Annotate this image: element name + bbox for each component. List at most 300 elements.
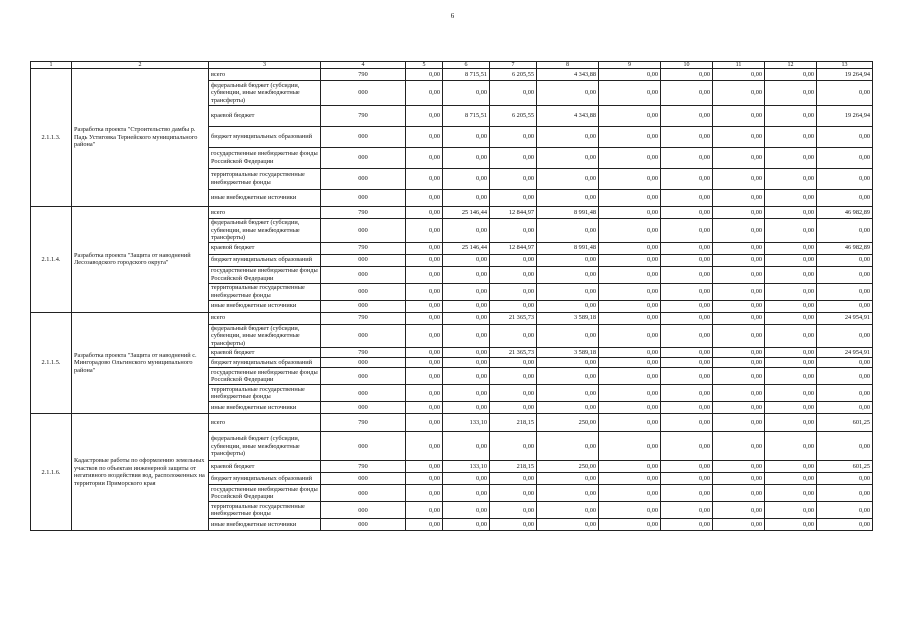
- amount-cell: 0,00: [765, 473, 817, 485]
- amount-cell: 0,00: [490, 432, 537, 461]
- item-name: Разработка проекта "Строительство дамбы р. Падь Устиговка Тернейского муниципального района": [72, 69, 209, 207]
- amount-cell: 0,00: [661, 485, 713, 502]
- amount-cell: 0,00: [490, 519, 537, 531]
- amount-cell: 0,00: [599, 266, 661, 283]
- funding-source: территориальные государственные внебюджетные фонды: [209, 502, 321, 519]
- amount-cell: 0,00: [443, 283, 490, 300]
- funding-source: всего: [209, 312, 321, 324]
- amount-cell: 250,00: [537, 461, 599, 473]
- amount-cell: 0,00: [661, 348, 713, 358]
- budget-code: 000: [321, 190, 406, 207]
- amount-cell: 25 146,44: [443, 242, 490, 254]
- amount-cell: 46 982,89: [817, 242, 873, 254]
- amount-cell: 133,10: [443, 414, 490, 432]
- amount-cell: 0,00: [599, 432, 661, 461]
- amount-cell: 8 715,51: [443, 69, 490, 81]
- amount-cell: 0,00: [765, 324, 817, 348]
- amount-cell: 0,00: [490, 358, 537, 368]
- budget-code: 000: [321, 266, 406, 283]
- amount-cell: 0,00: [537, 190, 599, 207]
- budget-code: 000: [321, 402, 406, 414]
- amount-cell: 0,00: [406, 283, 443, 300]
- amount-cell: 0,00: [490, 266, 537, 283]
- amount-cell: 0,00: [713, 81, 765, 106]
- amount-cell: 0,00: [661, 106, 713, 127]
- amount-cell: 0,00: [599, 106, 661, 127]
- amount-cell: 0,00: [406, 368, 443, 385]
- amount-cell: 0,00: [406, 432, 443, 461]
- amount-cell: 0,00: [490, 190, 537, 207]
- column-header: 6: [443, 62, 490, 69]
- budget-code: 000: [321, 169, 406, 190]
- amount-cell: 0,00: [443, 368, 490, 385]
- amount-cell: 46 982,89: [817, 207, 873, 219]
- amount-cell: 3 589,18: [537, 312, 599, 324]
- amount-cell: 0,00: [490, 368, 537, 385]
- funding-source: всего: [209, 69, 321, 81]
- funding-source: государственные внебюджетные фонды Российской Федерации: [209, 485, 321, 502]
- amount-cell: 0,00: [661, 148, 713, 169]
- budget-code: 000: [321, 300, 406, 312]
- amount-cell: 0,00: [661, 69, 713, 81]
- column-header: 3: [209, 62, 321, 69]
- amount-cell: 133,10: [443, 461, 490, 473]
- amount-cell: 0,00: [490, 502, 537, 519]
- amount-cell: 0,00: [490, 324, 537, 348]
- budget-code: 790: [321, 69, 406, 81]
- amount-cell: 0,00: [490, 81, 537, 106]
- amount-cell: 0,00: [817, 473, 873, 485]
- amount-cell: 0,00: [599, 254, 661, 266]
- amount-cell: 0,00: [817, 127, 873, 148]
- amount-cell: 0,00: [713, 348, 765, 358]
- budget-code: 790: [321, 207, 406, 219]
- budget-code: 790: [321, 106, 406, 127]
- amount-cell: 0,00: [406, 81, 443, 106]
- amount-cell: 0,00: [765, 283, 817, 300]
- amount-cell: 8 715,51: [443, 106, 490, 127]
- amount-cell: 0,00: [713, 414, 765, 432]
- amount-cell: 0,00: [713, 312, 765, 324]
- amount-cell: 0,00: [765, 169, 817, 190]
- amount-cell: 0,00: [817, 283, 873, 300]
- amount-cell: 0,00: [490, 385, 537, 402]
- amount-cell: 0,00: [443, 254, 490, 266]
- budget-code: 000: [321, 254, 406, 266]
- item-code: 2.1.1.3.: [31, 69, 72, 207]
- amount-cell: 0,00: [765, 242, 817, 254]
- funding-source: бюджет муниципальных образований: [209, 127, 321, 148]
- amount-cell: 25 146,44: [443, 207, 490, 219]
- amount-cell: 4 343,88: [537, 69, 599, 81]
- amount-cell: 0,00: [817, 300, 873, 312]
- amount-cell: 4 343,88: [537, 106, 599, 127]
- funding-source: краевой бюджет: [209, 106, 321, 127]
- amount-cell: 0,00: [599, 148, 661, 169]
- amount-cell: 0,00: [490, 283, 537, 300]
- amount-cell: 0,00: [406, 254, 443, 266]
- amount-cell: 0,00: [443, 127, 490, 148]
- amount-cell: 0,00: [599, 69, 661, 81]
- amount-cell: 0,00: [713, 502, 765, 519]
- amount-cell: 0,00: [490, 473, 537, 485]
- amount-cell: 0,00: [537, 127, 599, 148]
- amount-cell: 0,00: [537, 473, 599, 485]
- amount-cell: 0,00: [443, 402, 490, 414]
- amount-cell: 601,25: [817, 461, 873, 473]
- amount-cell: 0,00: [713, 106, 765, 127]
- amount-cell: 0,00: [765, 358, 817, 368]
- amount-cell: 0,00: [713, 69, 765, 81]
- budget-code: 000: [321, 519, 406, 531]
- amount-cell: 0,00: [661, 81, 713, 106]
- amount-cell: 0,00: [713, 485, 765, 502]
- amount-cell: 19 264,94: [817, 106, 873, 127]
- funding-source: бюджет муниципальных образований: [209, 473, 321, 485]
- item-code: 2.1.1.4.: [31, 207, 72, 313]
- funding-source: краевой бюджет: [209, 242, 321, 254]
- amount-cell: 0,00: [443, 348, 490, 358]
- amount-cell: 0,00: [817, 368, 873, 385]
- amount-cell: 0,00: [765, 485, 817, 502]
- column-header: 12: [765, 62, 817, 69]
- funding-source: государственные внебюджетные фонды Российской Федерации: [209, 266, 321, 283]
- budget-code: 000: [321, 485, 406, 502]
- amount-cell: 0,00: [765, 348, 817, 358]
- amount-cell: 0,00: [661, 283, 713, 300]
- amount-cell: 0,00: [661, 127, 713, 148]
- budget-code: 000: [321, 81, 406, 106]
- amount-cell: 0,00: [661, 219, 713, 243]
- budget-code: 790: [321, 242, 406, 254]
- amount-cell: 0,00: [406, 69, 443, 81]
- amount-cell: 0,00: [443, 473, 490, 485]
- amount-cell: 0,00: [765, 432, 817, 461]
- budget-code: 790: [321, 348, 406, 358]
- amount-cell: 0,00: [406, 266, 443, 283]
- budget-code: 000: [321, 283, 406, 300]
- budget-code: 000: [321, 502, 406, 519]
- amount-cell: 0,00: [406, 219, 443, 243]
- amount-cell: 0,00: [599, 81, 661, 106]
- amount-cell: 0,00: [599, 219, 661, 243]
- amount-cell: 0,00: [817, 169, 873, 190]
- amount-cell: 0,00: [406, 461, 443, 473]
- amount-cell: 0,00: [713, 148, 765, 169]
- amount-cell: 0,00: [490, 169, 537, 190]
- amount-cell: 0,00: [599, 324, 661, 348]
- amount-cell: 0,00: [817, 148, 873, 169]
- column-header: 11: [713, 62, 765, 69]
- amount-cell: 0,00: [490, 300, 537, 312]
- amount-cell: 0,00: [817, 190, 873, 207]
- amount-cell: 0,00: [490, 127, 537, 148]
- amount-cell: 0,00: [661, 169, 713, 190]
- budget-code: 000: [321, 127, 406, 148]
- funding-source: иные внебюджетные источники: [209, 402, 321, 414]
- amount-cell: 0,00: [537, 266, 599, 283]
- amount-cell: 0,00: [406, 148, 443, 169]
- amount-cell: 0,00: [443, 502, 490, 519]
- amount-cell: 0,00: [765, 219, 817, 243]
- amount-cell: 0,00: [443, 385, 490, 402]
- amount-cell: 6 205,55: [490, 69, 537, 81]
- funding-source: всего: [209, 414, 321, 432]
- amount-cell: 0,00: [599, 414, 661, 432]
- amount-cell: 0,00: [406, 519, 443, 531]
- amount-cell: 0,00: [537, 519, 599, 531]
- amount-cell: 0,00: [406, 348, 443, 358]
- amount-cell: 0,00: [599, 127, 661, 148]
- amount-cell: 0,00: [713, 283, 765, 300]
- amount-cell: 0,00: [599, 385, 661, 402]
- funding-source: федеральный бюджет (субсидии, субвенции, иные межбюджетные трансферты): [209, 219, 321, 243]
- budget-code: 000: [321, 368, 406, 385]
- amount-cell: 0,00: [713, 207, 765, 219]
- amount-cell: 0,00: [537, 324, 599, 348]
- amount-cell: 21 365,73: [490, 348, 537, 358]
- amount-cell: 0,00: [599, 207, 661, 219]
- amount-cell: 0,00: [490, 219, 537, 243]
- budget-code: 000: [321, 358, 406, 368]
- funding-source: федеральный бюджет (субсидии, субвенции, иные межбюджетные трансферты): [209, 81, 321, 106]
- amount-cell: 0,00: [817, 219, 873, 243]
- amount-cell: 0,00: [443, 266, 490, 283]
- amount-cell: 0,00: [443, 300, 490, 312]
- amount-cell: 6 205,55: [490, 106, 537, 127]
- amount-cell: 0,00: [443, 485, 490, 502]
- amount-cell: 0,00: [490, 402, 537, 414]
- funding-source: иные внебюджетные источники: [209, 519, 321, 531]
- amount-cell: 0,00: [713, 385, 765, 402]
- amount-cell: 0,00: [765, 414, 817, 432]
- amount-cell: 0,00: [443, 324, 490, 348]
- amount-cell: 0,00: [443, 519, 490, 531]
- amount-cell: 0,00: [661, 502, 713, 519]
- amount-cell: 0,00: [765, 190, 817, 207]
- amount-cell: 0,00: [406, 502, 443, 519]
- amount-cell: 0,00: [661, 207, 713, 219]
- item-code: 2.1.1.6.: [31, 414, 72, 531]
- amount-cell: 0,00: [765, 254, 817, 266]
- amount-cell: 0,00: [537, 432, 599, 461]
- amount-cell: 0,00: [599, 300, 661, 312]
- amount-cell: 0,00: [817, 519, 873, 531]
- amount-cell: 0,00: [817, 432, 873, 461]
- amount-cell: 24 954,91: [817, 312, 873, 324]
- funding-source: территориальные государственные внебюджетные фонды: [209, 283, 321, 300]
- amount-cell: 0,00: [713, 300, 765, 312]
- amount-cell: 0,00: [661, 473, 713, 485]
- amount-cell: 0,00: [537, 169, 599, 190]
- amount-cell: 250,00: [537, 414, 599, 432]
- amount-cell: 0,00: [765, 461, 817, 473]
- amount-cell: 0,00: [537, 368, 599, 385]
- column-header: 10: [661, 62, 713, 69]
- amount-cell: 0,00: [817, 502, 873, 519]
- funding-source: территориальные государственные внебюджетные фонды: [209, 169, 321, 190]
- funding-source: краевой бюджет: [209, 348, 321, 358]
- amount-cell: 0,00: [713, 461, 765, 473]
- amount-cell: 0,00: [599, 312, 661, 324]
- amount-cell: 0,00: [713, 190, 765, 207]
- amount-cell: 0,00: [713, 324, 765, 348]
- amount-cell: 0,00: [713, 169, 765, 190]
- amount-cell: 0,00: [537, 219, 599, 243]
- amount-cell: 0,00: [661, 266, 713, 283]
- amount-cell: 0,00: [443, 169, 490, 190]
- amount-cell: 0,00: [661, 254, 713, 266]
- amount-cell: 0,00: [817, 266, 873, 283]
- amount-cell: 0,00: [406, 190, 443, 207]
- table-row: [31, 312, 873, 324]
- amount-cell: 0,00: [537, 485, 599, 502]
- amount-cell: 12 844,97: [490, 242, 537, 254]
- column-header: 5: [406, 62, 443, 69]
- amount-cell: 0,00: [765, 368, 817, 385]
- table-row: [31, 207, 873, 219]
- amount-cell: 0,00: [661, 368, 713, 385]
- amount-cell: 0,00: [406, 385, 443, 402]
- amount-cell: 0,00: [817, 385, 873, 402]
- amount-cell: 0,00: [661, 300, 713, 312]
- funding-source: государственные внебюджетные фонды Российской Федерации: [209, 148, 321, 169]
- amount-cell: 0,00: [661, 402, 713, 414]
- amount-cell: 0,00: [599, 283, 661, 300]
- amount-cell: 0,00: [765, 519, 817, 531]
- item-code: 2.1.1.5.: [31, 312, 72, 414]
- amount-cell: 0,00: [537, 385, 599, 402]
- amount-cell: 0,00: [599, 358, 661, 368]
- budget-code: 000: [321, 324, 406, 348]
- amount-cell: 601,25: [817, 414, 873, 432]
- amount-cell: 0,00: [537, 254, 599, 266]
- amount-cell: 0,00: [537, 358, 599, 368]
- column-header: 1: [31, 62, 72, 69]
- amount-cell: 0,00: [765, 127, 817, 148]
- amount-cell: 0,00: [406, 300, 443, 312]
- amount-cell: 0,00: [537, 300, 599, 312]
- funding-source: бюджет муниципальных образований: [209, 254, 321, 266]
- column-header: 9: [599, 62, 661, 69]
- funding-source: всего: [209, 207, 321, 219]
- amount-cell: 0,00: [713, 432, 765, 461]
- amount-cell: 0,00: [713, 242, 765, 254]
- amount-cell: 0,00: [817, 324, 873, 348]
- amount-cell: 0,00: [599, 473, 661, 485]
- amount-cell: 0,00: [406, 127, 443, 148]
- amount-cell: 0,00: [443, 312, 490, 324]
- amount-cell: 19 264,94: [817, 69, 873, 81]
- amount-cell: 0,00: [765, 266, 817, 283]
- amount-cell: 0,00: [406, 312, 443, 324]
- amount-cell: 0,00: [713, 473, 765, 485]
- budget-code: 000: [321, 385, 406, 402]
- item-name: Кадастровые работы по оформлению земельных участков по объектам инженерной защиты от негативного воздействия вод, расположенных на территории Приморского края: [72, 414, 209, 531]
- amount-cell: 0,00: [599, 519, 661, 531]
- amount-cell: 0,00: [406, 242, 443, 254]
- amount-cell: 24 954,91: [817, 348, 873, 358]
- amount-cell: 0,00: [443, 148, 490, 169]
- amount-cell: 21 365,73: [490, 312, 537, 324]
- amount-cell: 0,00: [443, 358, 490, 368]
- column-header: 2: [72, 62, 209, 69]
- amount-cell: 0,00: [406, 485, 443, 502]
- budget-code: 000: [321, 473, 406, 485]
- amount-cell: 0,00: [490, 148, 537, 169]
- amount-cell: 8 991,48: [537, 242, 599, 254]
- amount-cell: 3 589,18: [537, 348, 599, 358]
- amount-cell: 0,00: [490, 254, 537, 266]
- amount-cell: 0,00: [713, 402, 765, 414]
- amount-cell: 0,00: [713, 358, 765, 368]
- amount-cell: 0,00: [490, 485, 537, 502]
- funding-source: государственные внебюджетные фонды Российской Федерации: [209, 368, 321, 385]
- funding-source: федеральный бюджет (субсидии, субвенции, иные межбюджетные трансферты): [209, 324, 321, 348]
- amount-cell: 0,00: [765, 502, 817, 519]
- amount-cell: 0,00: [661, 190, 713, 207]
- amount-cell: 218,15: [490, 461, 537, 473]
- amount-cell: 0,00: [765, 207, 817, 219]
- amount-cell: 0,00: [406, 473, 443, 485]
- amount-cell: 0,00: [599, 485, 661, 502]
- amount-cell: 8 991,48: [537, 207, 599, 219]
- amount-cell: 0,00: [817, 358, 873, 368]
- amount-cell: 0,00: [537, 283, 599, 300]
- amount-cell: 0,00: [443, 81, 490, 106]
- amount-cell: 0,00: [661, 324, 713, 348]
- amount-cell: 0,00: [537, 81, 599, 106]
- amount-cell: 0,00: [661, 358, 713, 368]
- amount-cell: 0,00: [765, 106, 817, 127]
- funding-source: иные внебюджетные источники: [209, 300, 321, 312]
- column-header: 13: [817, 62, 873, 69]
- amount-cell: 0,00: [599, 169, 661, 190]
- amount-cell: 0,00: [599, 348, 661, 358]
- amount-cell: 0,00: [537, 402, 599, 414]
- amount-cell: 218,15: [490, 414, 537, 432]
- budget-table: [30, 61, 873, 531]
- amount-cell: 12 844,97: [490, 207, 537, 219]
- budget-code: 000: [321, 148, 406, 169]
- amount-cell: 0,00: [406, 414, 443, 432]
- budget-code: 790: [321, 312, 406, 324]
- amount-cell: 0,00: [406, 402, 443, 414]
- amount-cell: 0,00: [713, 266, 765, 283]
- amount-cell: 0,00: [713, 219, 765, 243]
- column-header: 4: [321, 62, 406, 69]
- amount-cell: 0,00: [537, 148, 599, 169]
- funding-source: территориальные государственные внебюджетные фонды: [209, 385, 321, 402]
- page-number: 6: [450, 12, 455, 20]
- amount-cell: 0,00: [713, 519, 765, 531]
- column-header: 8: [537, 62, 599, 69]
- amount-cell: 0,00: [765, 402, 817, 414]
- amount-cell: 0,00: [817, 485, 873, 502]
- amount-cell: 0,00: [406, 358, 443, 368]
- budget-code: 790: [321, 414, 406, 432]
- funding-source: федеральный бюджет (субсидии, субвенции, иные межбюджетные трансферты): [209, 432, 321, 461]
- table-row: [31, 69, 873, 81]
- amount-cell: 0,00: [765, 148, 817, 169]
- amount-cell: 0,00: [599, 461, 661, 473]
- funding-source: краевой бюджет: [209, 461, 321, 473]
- header-row: [31, 62, 873, 69]
- amount-cell: 0,00: [817, 254, 873, 266]
- amount-cell: 0,00: [443, 190, 490, 207]
- amount-cell: 0,00: [661, 242, 713, 254]
- amount-cell: 0,00: [661, 519, 713, 531]
